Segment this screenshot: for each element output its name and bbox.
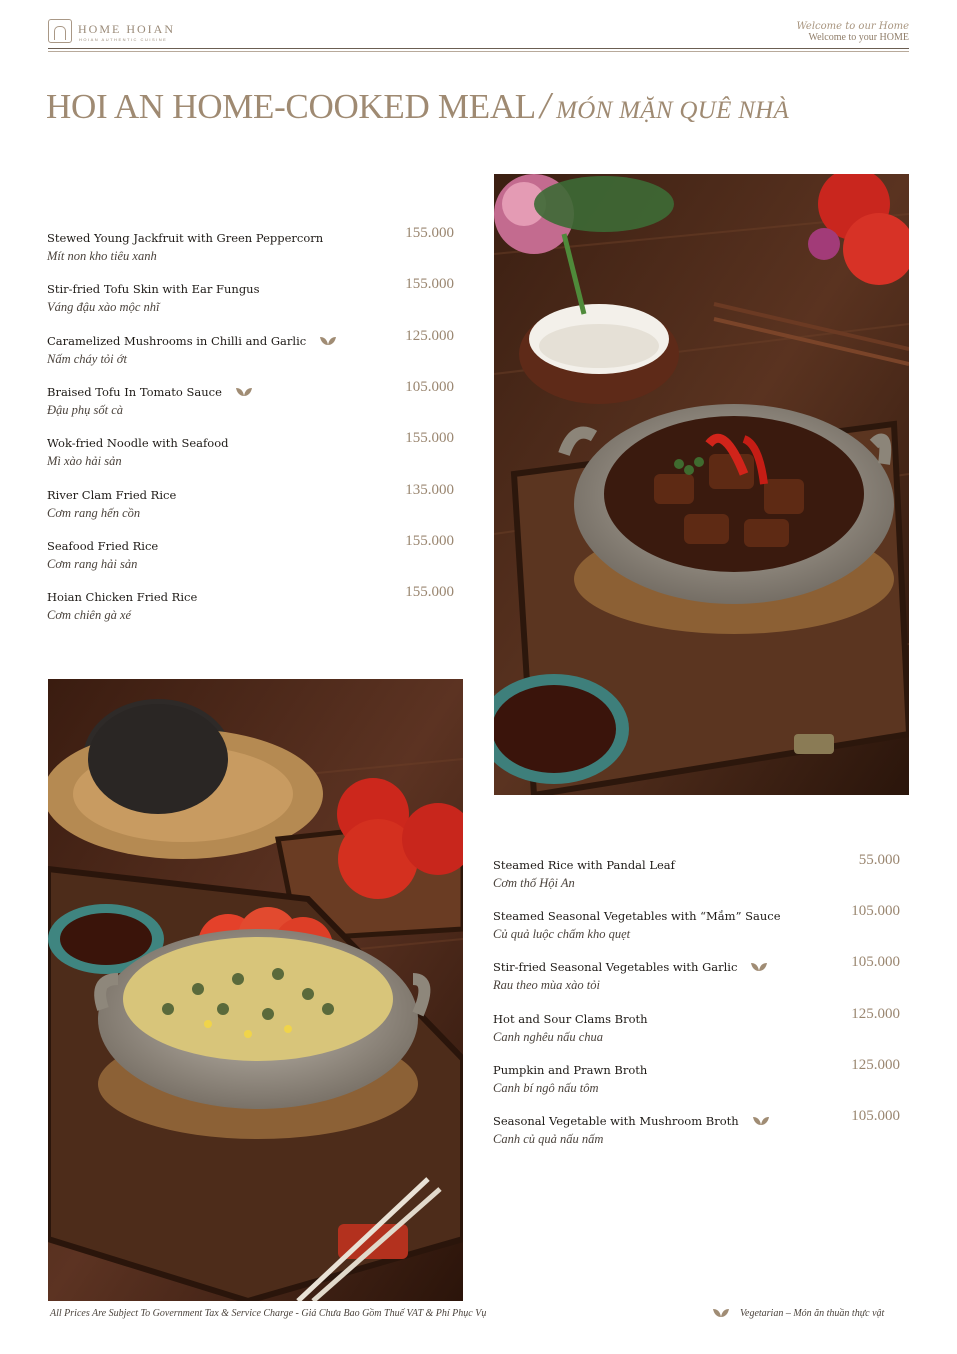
menu-item-price: 105.000 <box>405 378 454 395</box>
menu-item-name <box>47 488 176 502</box>
menu-item-name-text: Stir-fried Tofu Skin with Ear Fungus <box>47 282 260 297</box>
menu-item-vietnamese-name: Đậu phụ sốt cà <box>47 402 124 417</box>
menu-item-name-text: Pumpkin and Prawn Broth <box>493 1062 648 1077</box>
menu-item-vietnamese-name: Mì xào hải sản <box>47 454 122 469</box>
menu-item-vietnamese-name: Cơm rang hến cồn <box>47 505 141 520</box>
menu-item-name-text: River Clam Fried Rice <box>47 487 177 502</box>
menu-item-price: 155.000 <box>405 430 454 447</box>
menu-item-name <box>493 909 781 923</box>
menu-item-price: 155.000 <box>405 532 454 549</box>
menu-item-price: 125.000 <box>851 1056 900 1073</box>
menu-item-name <box>493 1114 769 1128</box>
dish-photo-braised <box>494 174 909 795</box>
menu-item <box>493 1059 647 1096</box>
page-title-separator: / <box>539 85 551 127</box>
welcome-text: Welcome to your HOME <box>808 32 909 43</box>
menu-item-name <box>493 1012 648 1026</box>
menu-item-vietnamese-name: Cơm thố Hội An <box>493 876 575 890</box>
menu-item-name-text: Hoian Chicken Fried Rice <box>47 590 198 605</box>
menu-item-vietnamese-name: Canh bí ngô nấu tôm <box>493 1080 599 1095</box>
menu-item-name-text: Wok-fried Noodle with Seafood <box>47 436 229 451</box>
menu-item-name-text: Stir-fried Seasonal Vegetables with Garlic <box>493 960 738 975</box>
menu-item-name <box>493 960 767 974</box>
menu-item <box>493 854 675 891</box>
menu-item <box>493 905 781 942</box>
menu-item-name <box>47 231 323 245</box>
leaf-icon <box>713 1308 729 1318</box>
menu-item-price: 125.000 <box>405 327 454 344</box>
menu-item-vietnamese-name: Váng đậu xào mộc nhĩ <box>47 300 160 315</box>
welcome-script: Welcome to our Home <box>796 21 909 32</box>
menu-item-price: 105.000 <box>851 954 900 971</box>
menu-item-vietnamese-name: Cơm rang hải sản <box>47 556 138 571</box>
header-divider <box>48 51 909 52</box>
menu-item-name <box>47 334 336 348</box>
leaf-icon <box>751 962 767 972</box>
house-logo-icon <box>48 19 72 43</box>
menu-item-vietnamese-name: Mít non kho tiêu xanh <box>47 249 157 263</box>
menu-item-vietnamese-name: Nấm cháy tỏi ớt <box>47 351 127 366</box>
menu-item-vietnamese-name: Canh nghêu nấu chua <box>493 1029 604 1044</box>
leaf-icon <box>320 336 336 346</box>
menu-item-name-text: Stewed Young Jackfruit with Green Peppercorn <box>47 231 324 245</box>
footer-vegetarian-legend: Vegetarian – Món ăn thuần thực vật <box>740 1308 885 1319</box>
brand-name: HOME HOIAN <box>78 22 175 36</box>
menu-item-name-text: Braised Tofu In Tomato Sauce <box>47 384 222 399</box>
leaf-icon <box>753 1116 769 1126</box>
menu-item <box>493 1008 648 1045</box>
menu-item-name <box>47 436 229 450</box>
menu-item-name <box>493 858 675 872</box>
footer-tax-note: All Prices Are Subject To Government Tax & Service Charge - Giá Chưa Bao Gồm Thuế VAT & Phí Phục Vụ <box>50 1308 487 1319</box>
menu-item-price: 55.000 <box>858 852 900 868</box>
brand-tagline: HOIAN AUTHENTIC CUISINE <box>79 37 168 42</box>
menu-item-name-text: Seasonal Vegetable with Mushroom Broth <box>493 1114 739 1128</box>
menu-item <box>47 278 260 315</box>
menu-item-price: 125.000 <box>851 1005 900 1022</box>
menu-item <box>47 535 158 572</box>
menu-item-name-text: Steamed Seasonal Vegetables with “Mắm” Sauce <box>493 909 781 924</box>
menu-item <box>493 956 767 993</box>
menu-item <box>47 330 336 367</box>
menu-item <box>47 227 323 264</box>
header-divider <box>48 48 909 49</box>
menu-item-name <box>493 1063 647 1077</box>
menu-item-name-text: Caramelized Mushrooms in Chilli and Garlic <box>47 333 307 348</box>
menu-item-name <box>47 282 260 296</box>
menu-item-price: 155.000 <box>405 584 454 601</box>
menu-item-vietnamese-name: Canh củ quả nấu nấm <box>493 1132 604 1146</box>
menu-item-vietnamese-name: Rau theo mùa xào tỏi <box>493 978 600 993</box>
page-title-main: HOI AN HOME-COOKED MEAL <box>46 87 536 126</box>
menu-item <box>47 432 229 469</box>
menu-item-name-text: Seafood Fried Rice <box>47 538 159 553</box>
menu-item-price: 135.000 <box>405 481 454 498</box>
menu-item-price: 105.000 <box>851 1108 900 1124</box>
menu-item-name <box>47 590 197 604</box>
menu-item <box>47 381 252 418</box>
menu-item-name <box>47 539 158 553</box>
menu-item-name <box>47 385 252 399</box>
leaf-icon <box>236 387 252 397</box>
page-title-vietnamese: MÓN MẶN QUÊ NHÀ <box>556 97 790 124</box>
menu-item <box>493 1110 769 1147</box>
menu-item-name-text: Hot and Sour Clams Broth <box>493 1011 648 1026</box>
menu-item-vietnamese-name: Củ quả luộc chấm kho quẹt <box>493 927 631 942</box>
menu-item <box>47 586 197 623</box>
menu-item <box>47 484 176 521</box>
menu-item-price: 155.000 <box>405 276 454 293</box>
menu-item-price: 155.000 <box>405 225 454 241</box>
menu-item-name-text: Steamed Rice with Pandal Leaf <box>493 858 675 872</box>
page-title <box>46 84 789 128</box>
menu-item-vietnamese-name: Cơm chiên gà xé <box>47 608 132 623</box>
dish-photo-fried-rice <box>48 679 463 1301</box>
menu-item-price: 105.000 <box>851 903 900 920</box>
